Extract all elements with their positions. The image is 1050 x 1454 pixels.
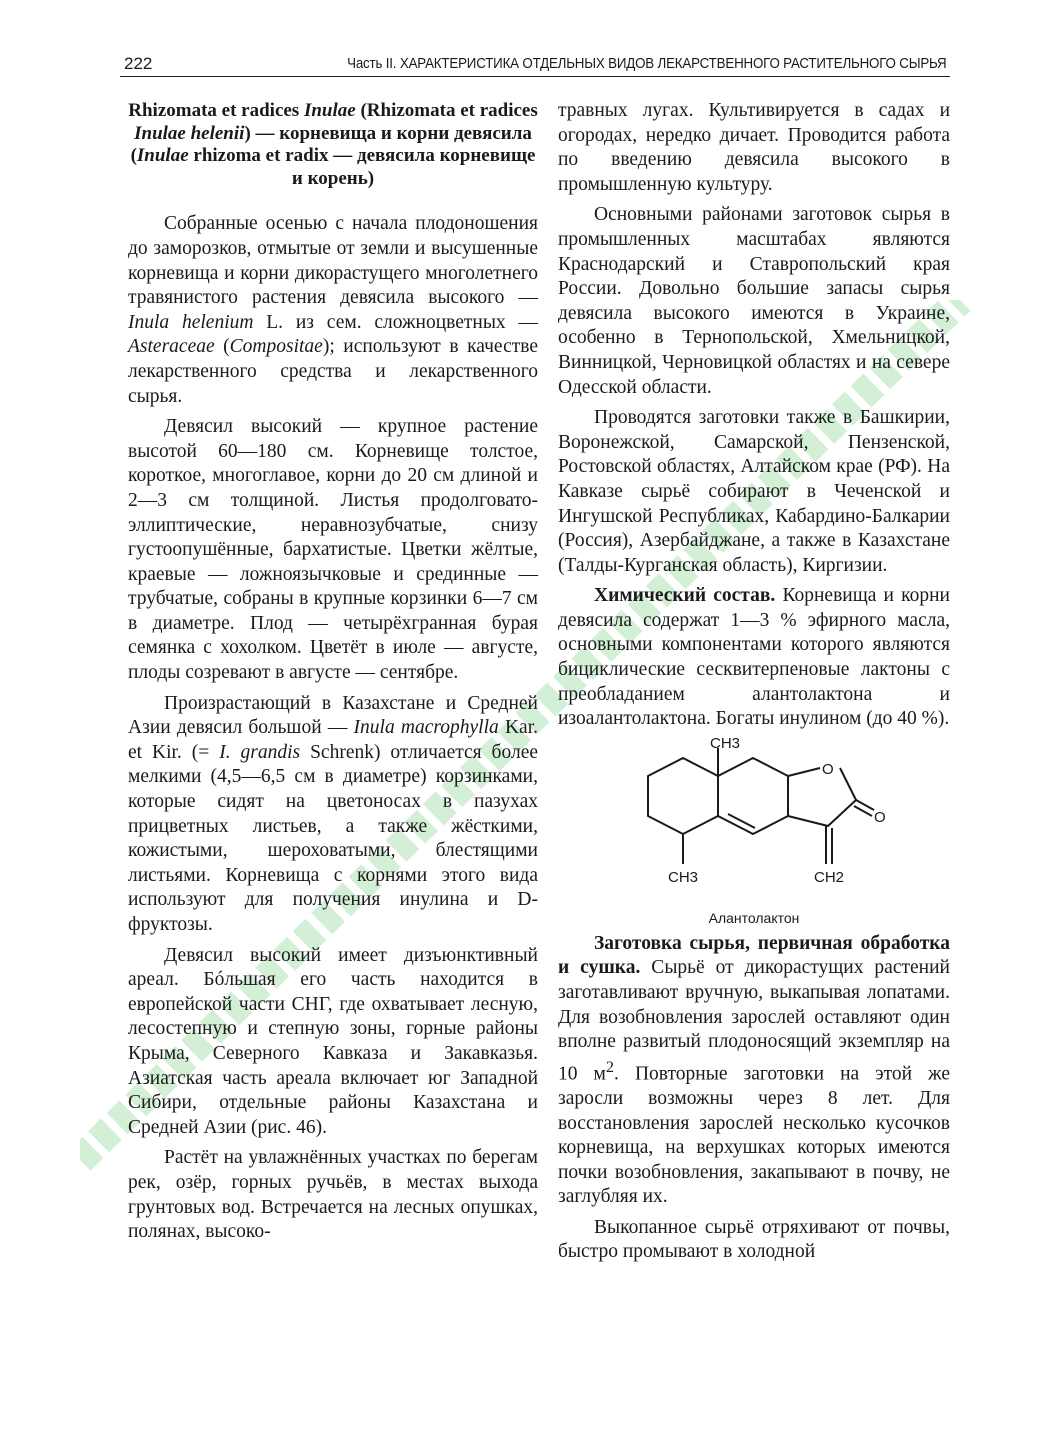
- paragraph-habitat: Растёт на увлажнённых участках по берегам рек, озёр, горных ручьёв, в местах выхода грунтовых вод. Встречается на лесных опушках, полянах, высоко-: [128, 1147, 538, 1243]
- paragraph-procurement-other: Проводятся заготовки также в Башкирии, Воронежской, Самарской, Пензенской, Ростовской областях, Алтайском крае (РФ). На Кавказе сырьё собирают в Чеченской и Ингушской Республиках, Кабардино-Балкарии (Россия), Азербайджане, а также в Казахстане (Талды-Курганская область), Киргизии.: [558, 407, 950, 576]
- paragraph-washing: Выкопанное сырьё отряхивают от почвы, быстро промывают в холодной: [558, 1216, 950, 1263]
- right-column: [558, 99, 950, 1271]
- paragraph-procurement-regions: Основными районами заготовок сырья в промышленных масштабах являются Краснодарский и Ставропольский края России. Довольно большие запасы сырья девясила высокого имеются в Украине, особенно в Тернопольской, Хмельницкой, Винницкой, Черновицкой областях и на севере Одесской области.: [558, 204, 950, 398]
- label-ring-oxygen: O: [822, 760, 834, 778]
- paragraph-habitat-continued: травных лугах. Культивируется в садах и огородах, нередко дичает. Проводится работа по введению девясила высокого в промышленную культуру.: [558, 100, 950, 195]
- alantolactone-structure: [558, 738, 950, 908]
- label-keto-oxygen: O: [874, 808, 886, 826]
- article-title: Rhizomata et radices Inulae (Rhizomata et radices Inulae helenii) — корневища и корни девясила (Inulae rhizoma et radix — девясила корневище и корень): [128, 100, 538, 189]
- paragraph-range: Девясил высокий имеет дизъюнктивный ареал. Бóльшая его часть находится в европейской части СНГ, где охватывает лесную, лесостепную и степную зоны, горные районы Крыма, Северного Кавказа и Закавказья. Азиатская часть ареала включает юг Западной Сибири, отдельные районы Казахстана и Средней Азии (рис. 46).: [128, 944, 538, 1138]
- label-ch3-bottom: CH3: [668, 868, 699, 886]
- left-column: [128, 100, 538, 1251]
- figure-caption: Алантолактон: [708, 909, 800, 926]
- running-title: Часть II. ХАРАКТЕРИСТИКА ОТДЕЛЬНЫХ ВИДОВ ЛЕКАРСТВЕННОГО РАСТИТЕЛЬНОГО СЫРЬЯ: [346, 56, 946, 72]
- paragraph-inula-macrophylla: Произрастающий в Казахстане и Средней Азии девясил большой — Inula macrophylla Kar. et Kir. (= I. grandis Schrenk) отличается более мелкими (4,5—6,5 см в диаметре) корзинками, которые сидят на цветоносах в пазухах прицветных листьев, а также жёсткими, кожистыми, шероховатыми, блестящими листьями. Корневища с корнями этого вида используют для получения инулина и D-фруктозы.: [128, 692, 539, 935]
- paragraph-description: Девясил высокий — крупное растение высотой 60—180 см. Корневище толстое, короткое, многоглавое, корни до 20 см длиной и 2—3 см толщиной. Листья продолговато-эллиптические, неравнозубчатые, снизу густоопушённые, бархатистые. Цветки жёлтые, краевые — ложноязычковые и срединные — трубчатые, собраны в крупные корзинки 6—7 см в диаметре. Плод — четырёхгранная бурая семянка с хохолком. Цветёт в июле — августе, плоды созревают в августе — сентябре.: [128, 416, 538, 684]
- label-ch2: CH2: [814, 868, 845, 886]
- paragraph-harvesting: Заготовка сырья, первичная обработка и сушка. Сырьё от дикорастущих растений заготавливают вручную, выкапывая лопатами. Для возобновления зарослей оставляют один вполне развитый плодоносящий экземпляр на 10 $м^2$. Повторные заготовки на этой же заросли возможны через 8 лет. Для восстановления зарослей несколько кусочков корневища, на верхушках которых имеются почки возобновления, закапывают в почву, не заглубляя их.: [558, 932, 950, 1208]
- section-heading-harvesting: Заготовка сырья, первичная обработка и сушка.: [558, 932, 950, 979]
- structural-formula-diagram: [588, 738, 888, 908]
- label-ch3-top: CH3: [710, 737, 741, 752]
- section-heading-chemistry: Химический состав.: [594, 585, 776, 607]
- paragraph-chemical-composition: Химический состав. Корневища и корни девясила содержат 1—3 % эфирного масла, основными компонентами которого являются бициклические сесквитерпеновые лактоны с преобладанием алантолактона и изоалантолактона. Богаты инулином (до 40 %).: [558, 585, 950, 730]
- page-header: [120, 52, 950, 77]
- paragraph-intro: Собранные осенью с начала плодоношения до заморозков, отмытые от земли и высушенные корневища и корни дикорастущего многолетнего травянистого растения девясила высокого — Inula helenium L. из сем. сложноцветных — Asteraceae (Compositae); используют в качестве лекарственного средства и лекарственного сырья.: [128, 213, 538, 407]
- page-number: 222: [124, 54, 153, 73]
